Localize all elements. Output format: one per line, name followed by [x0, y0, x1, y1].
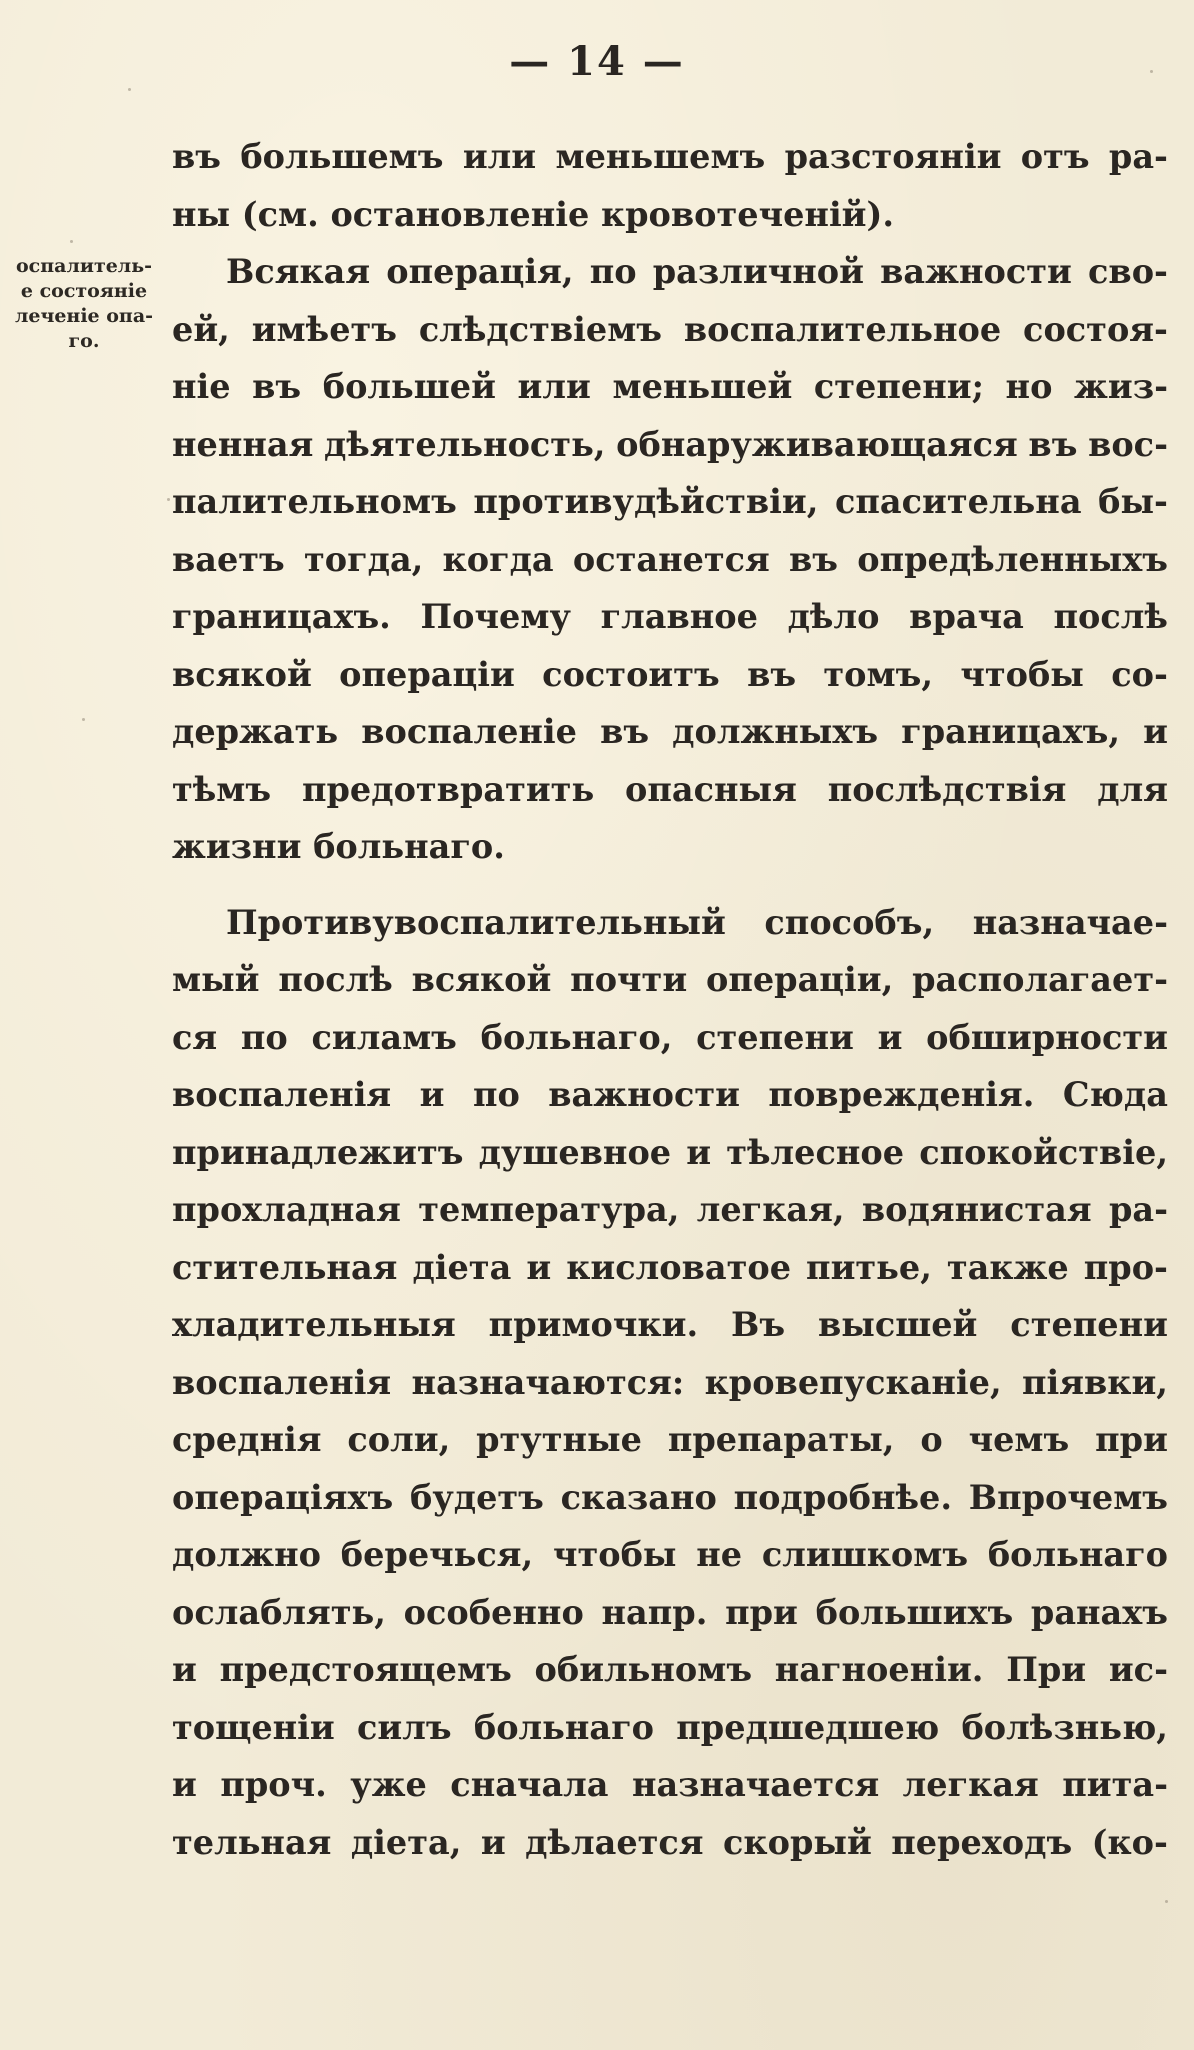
word: кисловатое	[566, 1247, 792, 1287]
word: держать	[172, 712, 339, 751]
word: операцiи,	[705, 960, 894, 999]
word: воспаленiя	[172, 1362, 392, 1402]
text-line	[172, 1814, 1168, 1872]
word: тощенiи	[172, 1707, 335, 1747]
word: врача	[909, 597, 1024, 636]
text-line	[172, 1699, 1168, 1757]
margin-note-line: оспалитель-	[16, 255, 152, 277]
text-line	[172, 1526, 1168, 1584]
word: состоя-	[1023, 309, 1168, 349]
text-line	[172, 1584, 1168, 1642]
word: тѣлесное	[726, 1132, 905, 1172]
word: по	[240, 1017, 288, 1057]
word: состоитъ	[542, 654, 720, 694]
word: въ	[172, 137, 221, 176]
text-line	[172, 646, 1168, 704]
word: въ	[600, 712, 650, 751]
word: большей	[322, 367, 496, 406]
word: меньшемъ	[555, 137, 766, 176]
paragraph-2	[172, 243, 1168, 876]
word: ослаблять,	[172, 1592, 386, 1632]
word: всякой	[172, 654, 312, 694]
word: обильномъ	[534, 1650, 753, 1689]
word: ра-	[1108, 137, 1168, 176]
word: важности	[548, 1075, 740, 1114]
word: чтобы	[960, 654, 1084, 694]
text-line: жизни больнаго.	[172, 827, 505, 866]
word: способъ,	[764, 902, 935, 942]
word: больнаго	[473, 1707, 655, 1747]
word: послѣдствiя	[827, 769, 1067, 809]
word: при	[725, 1592, 798, 1632]
word: разстоянiи	[784, 137, 1002, 176]
word: бы-	[1098, 482, 1168, 521]
word: больнаго	[987, 1535, 1168, 1574]
word: тельная	[172, 1822, 332, 1862]
word: дѣлается	[525, 1822, 704, 1862]
word: сво-	[1088, 252, 1168, 291]
word: или	[462, 137, 537, 176]
word: чтобы	[552, 1535, 677, 1574]
text-line: ны (см. остановленiе кровотеченiй).	[172, 194, 895, 234]
word: чемъ	[968, 1420, 1070, 1459]
word: Противувоспалительный	[226, 902, 726, 942]
word: должно	[172, 1535, 321, 1574]
word: степени	[696, 1017, 854, 1057]
word: спасительна	[835, 482, 1082, 521]
word: послѣ	[278, 960, 393, 999]
word: питье,	[806, 1247, 932, 1287]
word: въ	[252, 367, 302, 406]
word: пита-	[1062, 1765, 1168, 1804]
text-line	[172, 243, 1168, 301]
body-text	[172, 128, 1168, 1871]
paper-speck	[128, 88, 131, 91]
word: ей,	[172, 309, 230, 349]
word: спокойствiе,	[919, 1132, 1168, 1172]
margin-note-line: го.	[68, 330, 100, 352]
word: поврежденiя.	[768, 1075, 1035, 1114]
paper-speck	[1165, 1900, 1168, 1903]
word: предотвратить	[301, 769, 595, 809]
word: и	[480, 1822, 506, 1862]
word: по	[472, 1075, 520, 1114]
word: Всякая	[226, 252, 371, 291]
word: по	[589, 252, 637, 291]
word: назначае-	[972, 902, 1168, 942]
word: прохладная	[172, 1190, 401, 1229]
word: границахъ.	[172, 597, 391, 636]
word: палительномъ	[172, 482, 457, 521]
word: легкая	[902, 1765, 1039, 1804]
word: сначала	[450, 1765, 609, 1804]
word: степени	[1010, 1305, 1168, 1344]
word: примочки.	[488, 1305, 699, 1344]
paper-speck	[70, 240, 73, 243]
word: особенно	[403, 1592, 584, 1632]
word: и	[877, 1017, 903, 1057]
word: въ	[747, 654, 797, 694]
text-line	[172, 894, 1168, 952]
word: соли,	[347, 1420, 451, 1459]
word: ра-	[1108, 1190, 1168, 1229]
text-line	[172, 531, 1168, 589]
word: операцiяхъ	[172, 1477, 394, 1517]
word: и	[526, 1247, 552, 1287]
word: противудѣйствiи,	[473, 482, 819, 521]
word: и	[686, 1132, 712, 1172]
word: кровепусканiе,	[704, 1362, 1002, 1402]
word: со-	[1111, 654, 1168, 694]
word: опасныя	[625, 769, 797, 809]
word: ненная	[172, 424, 314, 464]
word: въ	[1028, 424, 1078, 464]
word: также	[946, 1247, 1069, 1287]
word: воспаленiя	[172, 1075, 392, 1114]
word: душевное	[478, 1132, 672, 1172]
word: когда	[442, 539, 554, 579]
word: томъ,	[823, 654, 933, 694]
paragraph-gap	[172, 876, 1168, 894]
word: меньшей	[612, 367, 793, 406]
word: высшей	[817, 1305, 978, 1344]
word: Сюда	[1062, 1075, 1168, 1114]
text-line	[172, 128, 1168, 186]
text-line	[172, 301, 1168, 359]
word: дѣло	[787, 597, 880, 636]
word: пiявки,	[1022, 1362, 1168, 1402]
word: переходъ	[891, 1822, 1073, 1862]
word: больнаго,	[480, 1017, 673, 1057]
word: главное	[600, 597, 758, 636]
word: предшедшею	[676, 1707, 940, 1747]
word: въ	[789, 539, 839, 579]
word: напр.	[601, 1592, 708, 1632]
word: для	[1097, 769, 1168, 809]
word: болѣзнью,	[961, 1707, 1168, 1747]
word: Въ	[731, 1305, 786, 1344]
word: Впрочемъ	[968, 1477, 1168, 1517]
word: тѣмъ	[172, 769, 272, 809]
word: уже	[350, 1765, 427, 1804]
word: водянистая	[861, 1190, 1092, 1229]
word: послѣ	[1053, 597, 1168, 636]
word: о	[920, 1420, 943, 1459]
word: воспалительное	[683, 309, 1002, 349]
word: вос-	[1088, 424, 1168, 464]
word: нiе	[172, 367, 231, 406]
margin-note	[0, 254, 168, 354]
word: ртутные	[476, 1420, 642, 1459]
paper-speck	[167, 498, 170, 501]
paragraph-3	[172, 894, 1168, 1872]
word: операцiи	[339, 654, 515, 694]
word: дѣятельность,	[323, 424, 606, 464]
margin-note-line: е состоянiе	[20, 280, 148, 302]
text-line	[172, 1239, 1168, 1297]
word: и	[1143, 712, 1168, 751]
paper-speck	[82, 718, 85, 721]
text-line	[172, 1066, 1168, 1124]
word: границахъ,	[901, 712, 1120, 751]
word: обширности	[926, 1017, 1168, 1057]
word: сказано	[560, 1477, 717, 1517]
paper-speck	[1150, 70, 1153, 73]
paragraph-1	[172, 128, 1168, 243]
text-line	[172, 1641, 1168, 1699]
word: но	[1005, 367, 1053, 406]
word: нагноенiи.	[774, 1650, 984, 1689]
word: проч.	[220, 1765, 327, 1804]
word: операцiя,	[386, 252, 574, 291]
word: мый	[172, 960, 260, 999]
text-line	[172, 358, 1168, 416]
text-line	[172, 761, 1168, 819]
word: дiета,	[350, 1822, 462, 1862]
text-line	[172, 703, 1168, 761]
word: слишкомъ	[761, 1535, 969, 1574]
word: ваетъ	[172, 539, 285, 579]
word: и	[419, 1075, 445, 1114]
text-line	[172, 473, 1168, 531]
text-line	[172, 588, 1168, 646]
word: опредѣленныхъ	[857, 539, 1168, 579]
text-line	[172, 1411, 1168, 1469]
word: (ко-	[1091, 1822, 1168, 1862]
word: обнаруживающаяся	[616, 424, 1018, 464]
word: воспаленiе	[361, 712, 577, 751]
word: подробнѣе.	[733, 1477, 952, 1517]
word: различной	[652, 252, 864, 291]
word: степени;	[813, 367, 984, 406]
word: температура,	[418, 1190, 680, 1229]
word: назначается	[631, 1765, 880, 1804]
text-line	[172, 1296, 1168, 1354]
text-line	[172, 1354, 1168, 1412]
word: должныхъ	[672, 712, 879, 751]
text-line	[172, 951, 1168, 1009]
word: при	[1095, 1420, 1168, 1459]
word: При	[1006, 1650, 1087, 1689]
word: всякой	[411, 960, 552, 999]
word: будетъ	[409, 1477, 544, 1517]
word: ис-	[1108, 1650, 1168, 1689]
text-line	[172, 1181, 1168, 1239]
word: и	[172, 1765, 197, 1804]
word: Почему	[420, 597, 571, 636]
word: отъ	[1020, 137, 1090, 176]
word: скорый	[723, 1822, 872, 1862]
text-line	[172, 1756, 1168, 1814]
word: силамъ	[311, 1017, 457, 1057]
word: большихъ	[815, 1592, 1014, 1632]
word: располагает-	[912, 960, 1168, 999]
word: стительная	[172, 1247, 398, 1287]
margin-note-line: леченiе опа-	[14, 305, 154, 327]
word: большемъ	[240, 137, 444, 176]
word: препараты,	[667, 1420, 895, 1459]
word: жиз-	[1074, 367, 1168, 406]
word: назначаются:	[411, 1362, 685, 1402]
word: легкая,	[696, 1190, 845, 1229]
word: останется	[572, 539, 770, 579]
word: и	[172, 1650, 197, 1689]
word: или	[517, 367, 591, 406]
word: имѣетъ	[251, 309, 397, 349]
word: не	[696, 1535, 743, 1574]
word: дiета	[412, 1247, 512, 1287]
word: предстоящемъ	[219, 1650, 512, 1689]
word: хладительныя	[172, 1305, 456, 1344]
word: силъ	[357, 1707, 452, 1747]
word: ся	[172, 1017, 218, 1057]
text-line	[172, 1009, 1168, 1067]
word: важности	[880, 252, 1072, 291]
word: принадлежитъ	[172, 1132, 464, 1172]
word: среднiя	[172, 1420, 322, 1459]
word: тогда,	[303, 539, 424, 579]
word: почти	[570, 960, 688, 999]
page-number: — 14 —	[509, 38, 685, 85]
text-line	[172, 416, 1168, 474]
word: беречься,	[340, 1535, 534, 1574]
word: про-	[1083, 1247, 1168, 1287]
word: слѣдствiемъ	[418, 309, 662, 349]
text-line	[172, 1469, 1168, 1527]
text-line	[172, 1124, 1168, 1182]
word: ранахъ	[1030, 1592, 1168, 1632]
